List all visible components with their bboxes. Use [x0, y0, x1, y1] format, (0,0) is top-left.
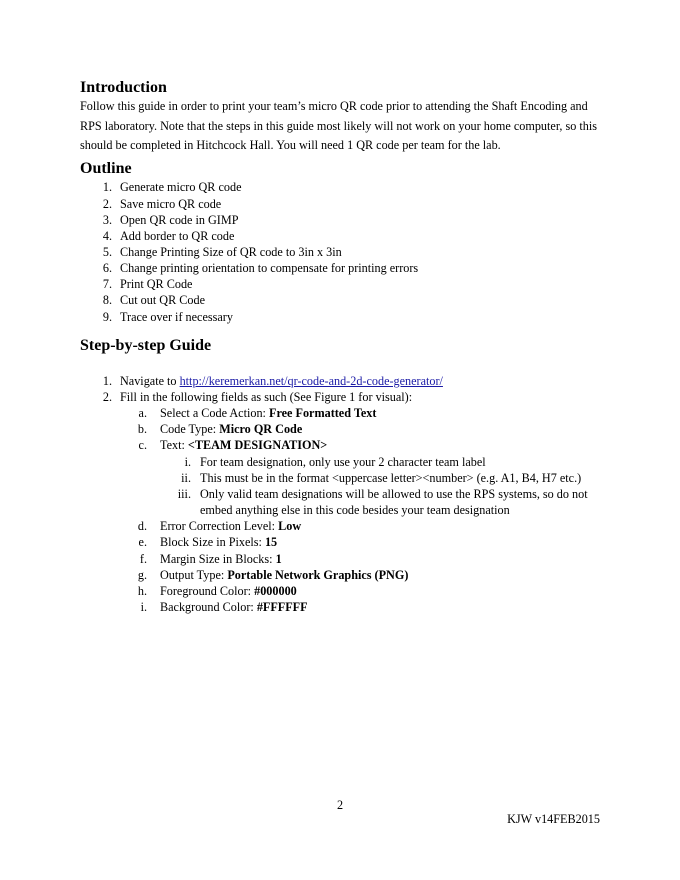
introduction-paragraph: Follow this guide in order to print your team’s micro QR code prior to attending the Shaft Encoding and RPS laboratory. Note that the steps in this guide most likely will not work on your home computer, so this should be completed in Hitchcock Hall. You will need 1 QR code per team for the lab.	[80, 99, 597, 152]
version-footer: KJW v14FEB2015	[507, 812, 600, 826]
page-number: 2	[336, 798, 344, 812]
generator-link[interactable]: http://keremerkan.net/qr-code-and-2d-code-generator/	[179, 374, 443, 388]
outline-heading: Outline	[80, 160, 132, 177]
introduction-heading: Introduction	[80, 79, 167, 96]
document-page: Introduction Follow this guide in order to print your team’s micro QR code prior to attending the Shaft Encoding and RPS laboratory. Note that the steps in this guide most likely will not work on your home computer, so this should be completed in Hitchcock Hall. You will need 1 QR code per team for the lab. Outline 1. Generate micro QR code 2. Save micro QR code 3. Open QR code in GIMP 4. Add border to QR code 5. Change Printing Size of QR code to 3in x 3in 6. Change printing orientation to compensate for printing errors 7. Print QR Code 8. Cut out QR Code 9. Trace over if necessary Step-by-step Guide 1. Navigate to http://keremerkan.net/qr-code-and-2d-code-generator/ 2. Fill in the following fields as such (See Figure 1 for visual): a. Select a Code Action: Free Formatted Text b. Code Type: Micro QR Code c. Text: <TEAM DESIGNATION> i. For team designation, only use your 2 character team label ii. This must be in the format <uppercase letter><number> (e.g. A1, B4, H7 etc.) iii. Only valid team designations will be allowed to use the RPS systems, so do not embed anything else in this code besides your team designation d. Error Correction Level: Low e. Block Size in Pixels: 15 f. Margin Size in Blocks: 1 g. Output Type: Portable Network Graphics (PNG) h. Foreground Color: #000000 i. Background Color: #FFFFFF 2 KJW v14FEB2015	[0, 0, 680, 880]
guide-heading: Step-by-step Guide	[80, 337, 212, 354]
